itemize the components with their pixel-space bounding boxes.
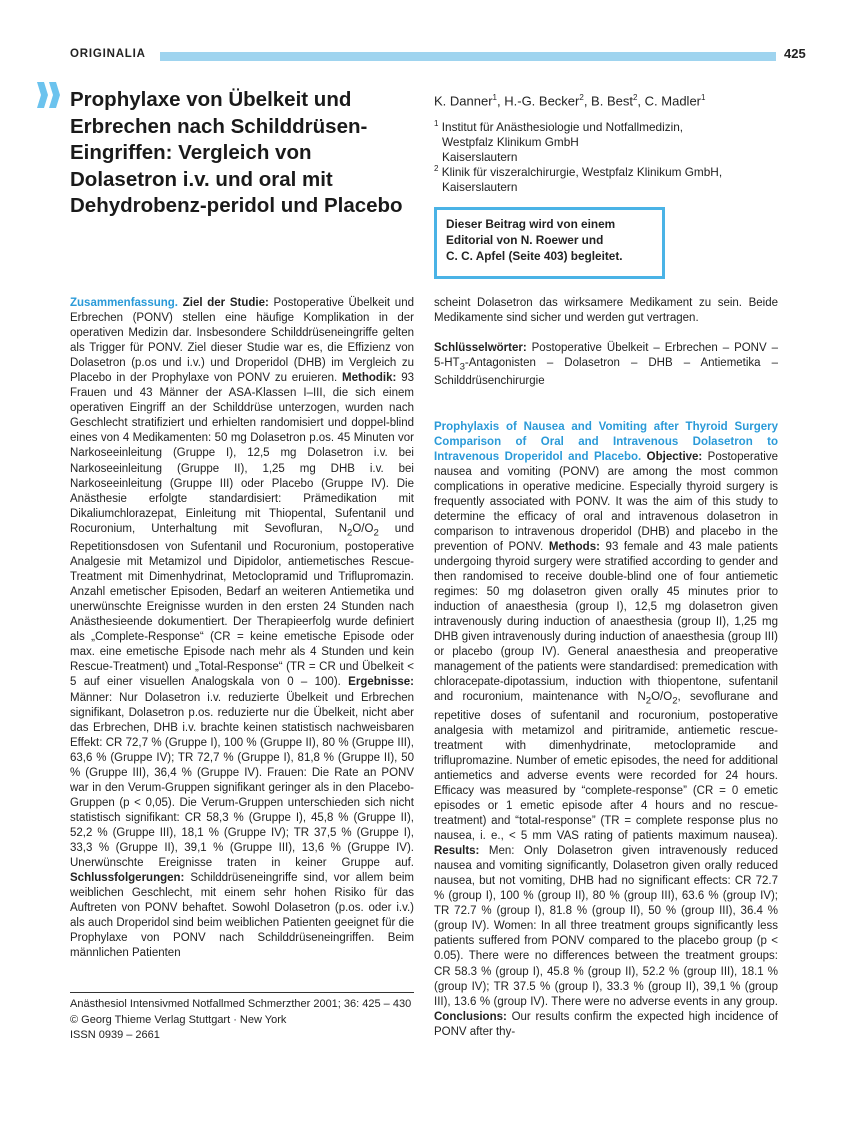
affiliation-line: Klinik für viszeralchirurgie, Westpfalz Klinikum GmbH, bbox=[441, 164, 723, 179]
english-abstract bbox=[434, 420, 778, 1040]
author-list: K. Danner$^1$, H.-G. Becker$^2$, B. Best$^2$, C. Madler$^1$ bbox=[434, 93, 706, 109]
methods-label: Methodik: bbox=[342, 372, 397, 385]
keywords-text: Postoperative Übelkeit – Erbrechen – PONV – 5-HT bbox=[434, 342, 778, 370]
affiliation-line: Kaiserslautern bbox=[442, 149, 518, 164]
methods-text: O/O bbox=[352, 522, 374, 535]
subscript: 2 bbox=[672, 695, 678, 707]
affiliation-number: 1 bbox=[434, 119, 439, 128]
editorial-note-box bbox=[434, 207, 665, 279]
author-affiliation-ref: 1 bbox=[492, 93, 497, 102]
author-name: B. Best bbox=[591, 93, 633, 109]
keywords bbox=[434, 341, 778, 389]
results-text: Men: Only Dolasetron given intravenously reduced nausea and vomiting significantly, Dolasetron given orally reduced nausea, but not vomiting, DHB had no significant effects: CR 72.7 % (group I), 100 % (group II), 80 % (group III), 63.6 % (group IV); TR 72.7 % (group I), 81.8 % (group II), 50 % (group III), 36.4 % (group IV). Women: In all three treatment groups significantly less patients suffered from PONV compared to the placebo group (p < 0.05). There were no differences between the treatment groups: CR 58.3 % (group I), 45.8 % (group II), 52.2 % (group III), 18.1 % (group IV); TR 37.5 % (group I), 33.3 % (group II), 39,1 % (group III), 13.6 % (group IV). There were no adverse events in any group. bbox=[434, 845, 778, 1008]
citation-footer bbox=[70, 997, 411, 1044]
results-label: Ergebnisse: bbox=[348, 676, 414, 689]
editorial-line: Editorial von N. Roewer und bbox=[446, 233, 604, 247]
objective-text: Postoperative nausea and vomiting (PONV) are among the most common complications in operative medicine. Especially thyroid surgery is frequently associated with PONV. It was the aim of this study to determine the efficacy of oral and intravenous dolasetron in comparison to intravenous droperidol (DHB) and placebo in the prevention of PONV. bbox=[434, 450, 778, 553]
conclusions-text: Schilddrüseneingriffe sind, vor allem beim weiblichen Geschlecht, mit einem sehr hohen Risiko für das Auftreten von PONV behaftet. Sowohl Dolasetron (p.os. oder i.v.) als auch Droperidol sind beim weiblichen Patienten geeignet für die Prophylaxe von PONV nach Schilddrüseneingriffen. Beim männlichen Patienten bbox=[70, 872, 414, 960]
affiliation-number: 2 bbox=[434, 164, 439, 173]
german-abstract bbox=[70, 296, 414, 961]
subscript: 3 bbox=[459, 361, 465, 373]
keywords-label: Schlüsselwörter: bbox=[434, 342, 527, 355]
methods-text: , sevoflurane and repetitive doses of sufentanil and rocuronium, postoperative analgesia with metamizol and piritramide, antiemetic rescue-treatment with dimenhydrinate, metoclopramide and triflupromazine. Number of emetic episodes, the need for additional antiemetics and adverse events were recorded for 24 hours. Efficacy was measured by “complete-response” (CR = 0 emetic episodes or 1 emetic episode after 4 hours and no rescue-treatment) and “total-response” (TR = complete response plus no nausea, i. e., < 5 mm VAS rating of patients maximum nausea). bbox=[434, 691, 778, 843]
keywords-text: -Antagonisten – Dolasetron – DHB – Antiemetika – Schilddrüsenchirurgie bbox=[434, 357, 778, 388]
affiliation-line: Westpfalz Klinikum GmbH bbox=[442, 134, 579, 149]
results-text: Männer: Nur Dolasetron i.v. reduzierte Übelkeit und Erbrechen signifikant, Dolasetron p.os. reduzierte nur die Übelkeit, nicht aber das Erbrechen, DHB i.v. brachte keinen statistisch nachweisbaren Effekt: CR 72,7 % (Gruppe I), 100 % (Gruppe II), 80 % (Gruppe III), 63,6 % (Gruppe IV); TR 72,7 % (Gruppe I), 81,8 % (Gruppe II), 50 % (Gruppe III), 36,4 % (Gruppe IV). Frauen: Die Rate an PONV war in den Verum-Gruppen signifikant geringer als in den Placebo-Gruppen (p < 0,05). Die Verum-Gruppen unterschieden sich nicht statistisch signifikant: CR 58,3 % (Gruppe I), 45,8 % (Gruppe II), 52,2 % (Gruppe III), 18,1 % (Gruppe IV); TR 37,5 % (Gruppe I), 33,3 % (Gruppe II), 39,1 % (Gruppe III), 13,6 % (Gruppe IV). Unerwünschte Ereignisse traten in keiner Gruppe auf. bbox=[70, 691, 414, 870]
methods-label: Methods: bbox=[548, 540, 600, 553]
issn-line: ISSN 0939 – 2661 bbox=[70, 1029, 160, 1041]
methods-text: und Repetitionsdosen von Sufentanil und Rocuronium, postoperative Analgesie mit Metamizol und Dipidolor, antiemetisches Rescue-Treatment mit Dimenhydrinat, Metoclopramid und Triflupromazin. Anzahl emetischer Episoden, Bedarf an weiteren Antiemetika und unerwünschte Ereignisse wurden in den ersten 24 Stunden nach Anästhesieende dokumentiert. Der Therapieerfolg wurde definiert als „Complete-Response“ (CR = keine emetische Episode oder max. eine emetische Episode nach mehr als 4 Stunden und kein Rescue-Treatment) und „Total-Response“ (TR = CR und Übelkeit < 5 auf einer visuellen Analogskala von 0 – 100). bbox=[70, 522, 414, 689]
author-affiliation-ref: 2 bbox=[579, 93, 584, 102]
aim-text: Postoperative Übelkeit und Erbrechen (PONV) stellen eine häufige Komplikation in der operativen Medizin dar. Insbesondere Schilddrüseneingriffe gelten als Trigger für PONV. Ziel dieser Studie war es, die Effizienz von Dolasetron (p.os und i.v.) und Droperidol (DHB) im Vergleich zu Placebo in der Prophylaxe von PONV zu eruieren. bbox=[70, 297, 414, 385]
citation-line: Anästhesiol Intensivmed Notfallmed Schmerzther 2001; 36: 425 – 430 bbox=[70, 998, 412, 1010]
affiliation-line: Institut für Anästhesiologie und Notfallmedizin, bbox=[441, 119, 684, 134]
author-name: K. Danner bbox=[434, 93, 493, 109]
editorial-line: C. C. Apfel (Seite 403) begleitet. bbox=[446, 249, 623, 263]
methods-text: O/O bbox=[651, 691, 673, 704]
conclusions-text: Our results confirm the expected high incidence of PONV after thy- bbox=[434, 1010, 778, 1038]
aim-label: Ziel der Studie: bbox=[182, 297, 269, 309]
author-affiliation-ref: 2 bbox=[632, 93, 638, 102]
conclusions-label: Schlussfolgerungen: bbox=[70, 872, 185, 885]
abstract-heading: Zusammenfassung. bbox=[70, 297, 178, 309]
article-title: Prophylaxe von Übelkeit und Erbrechen nach Schilddrüsen-Eingriffen: Vergleich von Dolasetron i.v. und oral mit Dehydrobenz-peridol und Placebo bbox=[70, 88, 403, 217]
author-name: C. Madler bbox=[644, 93, 702, 109]
affiliation-line: Kaiserslautern bbox=[442, 179, 518, 194]
editorial-line: Dieser Beitrag wird von einem bbox=[446, 217, 616, 231]
objective-label: Objective: bbox=[646, 450, 703, 463]
double-chevron-quote-icon bbox=[36, 80, 62, 110]
page-number: 425 bbox=[784, 46, 806, 61]
copyright-line: © Georg Thieme Verlag Stuttgart · New York bbox=[70, 1013, 287, 1026]
methods-text: 93 Frauen und 43 Männer der ASA-Klassen I–III, die sich einem operativen Eingriff an der Schilddrüse unterzogen, wurden nach Geschlecht stratifiziert und erhielten randomisiert und doppel-blind eines von 4 Medikamenten: 50 mg Dolasetron p.os. 45 Minuten vor Narkoseeinleitung (Gruppe I), 12,5 mg Dolasetron i.v. bei Narkoseeinleitung (Gruppe II), 1,25 mg DHB i.v. bei Narkoseeinleitung (Gruppe III) oder Placebo (Gruppe IV). Die Anästhesie erfolgte standardisiert: Prämedikation mit Dikaliumchlorazepat, Einleitung mit Thiopental, Sufentanil und Rocuronium, Unterhaltung mit Sevofluran, N bbox=[70, 372, 414, 535]
author-affiliation-ref: 1 bbox=[701, 93, 706, 102]
results-label: Results: bbox=[434, 845, 480, 858]
author-name: H.-G. Becker bbox=[504, 93, 580, 109]
right-column bbox=[434, 296, 778, 1040]
subscript: 2 bbox=[645, 695, 652, 707]
affiliation-2 bbox=[434, 161, 764, 195]
english-title: Prophylaxis of Nausea and Vomiting after Thyroid Surgery Comparison of Oral and Intravenous Dolasetron to Intravenous Droperidol and Placebo. bbox=[434, 420, 778, 463]
header-bar bbox=[160, 52, 776, 61]
section-label: ORIGINALIA bbox=[70, 48, 146, 60]
subscript: 2 bbox=[347, 527, 353, 538]
methods-text: 93 female and 43 male patients undergoing thyroid surgery were stratified according to gender and then randomised to receive double-blind one of four antiemetic regimes: 50 mg dolasetron given orally 45 minutes prior to induction of anaesthesia (group I), 12,5 mg dolasetron given intravenously during induction of anaesthesia (group II), 1,25 mg DHB given intravenously during induction of anaesthesia (group III) or placebo (group IV). General anaesthesia and preoperative management of the patients were standardised: premedication with chloracepate-dipotassium, induction with thiopentone, sufentanil and rocuronium, maintenance with N bbox=[434, 540, 779, 704]
conclusions-continued: scheint Dolasetron das wirksamere Medikament zu sein. Beide Medikamente sind sicher und werden gut vertragen. bbox=[434, 297, 778, 325]
affiliation-1 bbox=[434, 116, 764, 165]
subscript: 2 bbox=[373, 527, 379, 538]
conclusions-label: Conclusions: bbox=[434, 1010, 507, 1023]
footer-divider bbox=[70, 992, 414, 993]
